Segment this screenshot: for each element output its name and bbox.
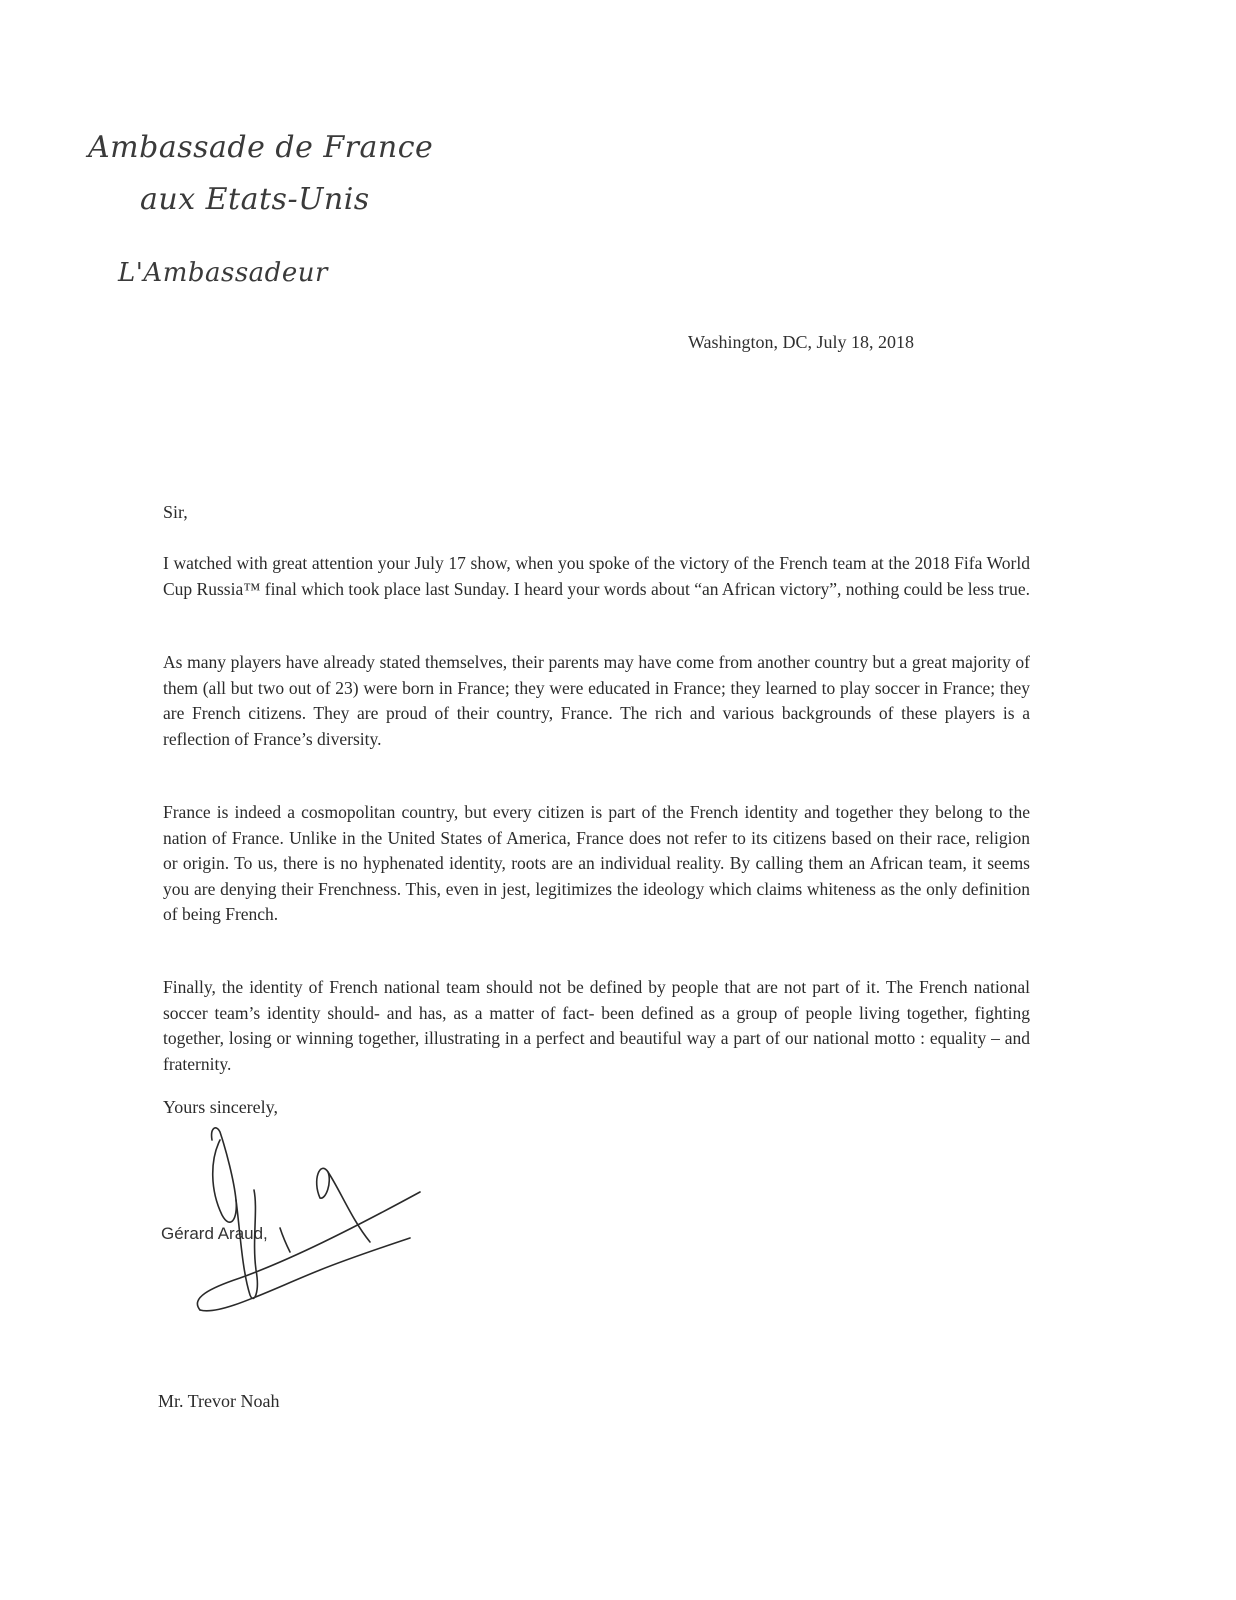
- recipient: Mr. Trevor Noah: [158, 1391, 280, 1411]
- letterhead-country: aux Etats-Unis: [140, 182, 370, 217]
- handwritten-signature: [180, 1120, 440, 1320]
- paragraph-4: Finally, the identity of French national team should not be defined by people that are not part of it. The French national soccer team’s identity should- and has, as a matter of fact- been defined as a group of people living together, fighting together, losing or winning together, illustrating in a perfect and beautiful way a part of our national motto : equality – and fraternity.: [163, 977, 1030, 1074]
- letterhead-embassy: Ambassade de France: [88, 130, 434, 165]
- paragraph-1: I watched with great attention your July 17 show, when you spoke of the victory of the French team at the 2018 Fifa World Cup Russia™ final which took place last Sunday. I heard your words about “an African victory”, nothing could be less true.: [163, 553, 1030, 599]
- letterhead-title: L'Ambassadeur: [118, 258, 328, 288]
- dateline: Washington, DC, July 18, 2018: [688, 332, 915, 352]
- paragraph-3: France is indeed a cosmopolitan country, but every citizen is part of the French identity and together they belong to the nation of France. Unlike in the United States of America, France does not refer to its citizens based on their race, religion or origin. To us, there is no hyphenated identity, roots are an individual reality. By calling them an African team, it seems you are denying their Frenchness. This, even in jest, legitimizes the ideology which claims whiteness as the only definition of being French.: [163, 802, 1030, 924]
- signer-name: Gérard Araud,: [161, 1224, 268, 1243]
- salutation: Sir,: [163, 502, 188, 522]
- paragraph-2: As many players have already stated themselves, their parents may have come from another country but a great majority of them (all but two out of 23) were born in France; they were educated in France; they learned to play soccer in France; they are French citizens. They are proud of their country, France. The rich and various backgrounds of these players is a reflection of France’s diversity.: [163, 652, 1030, 749]
- closing: Yours sincerely,: [163, 1097, 278, 1117]
